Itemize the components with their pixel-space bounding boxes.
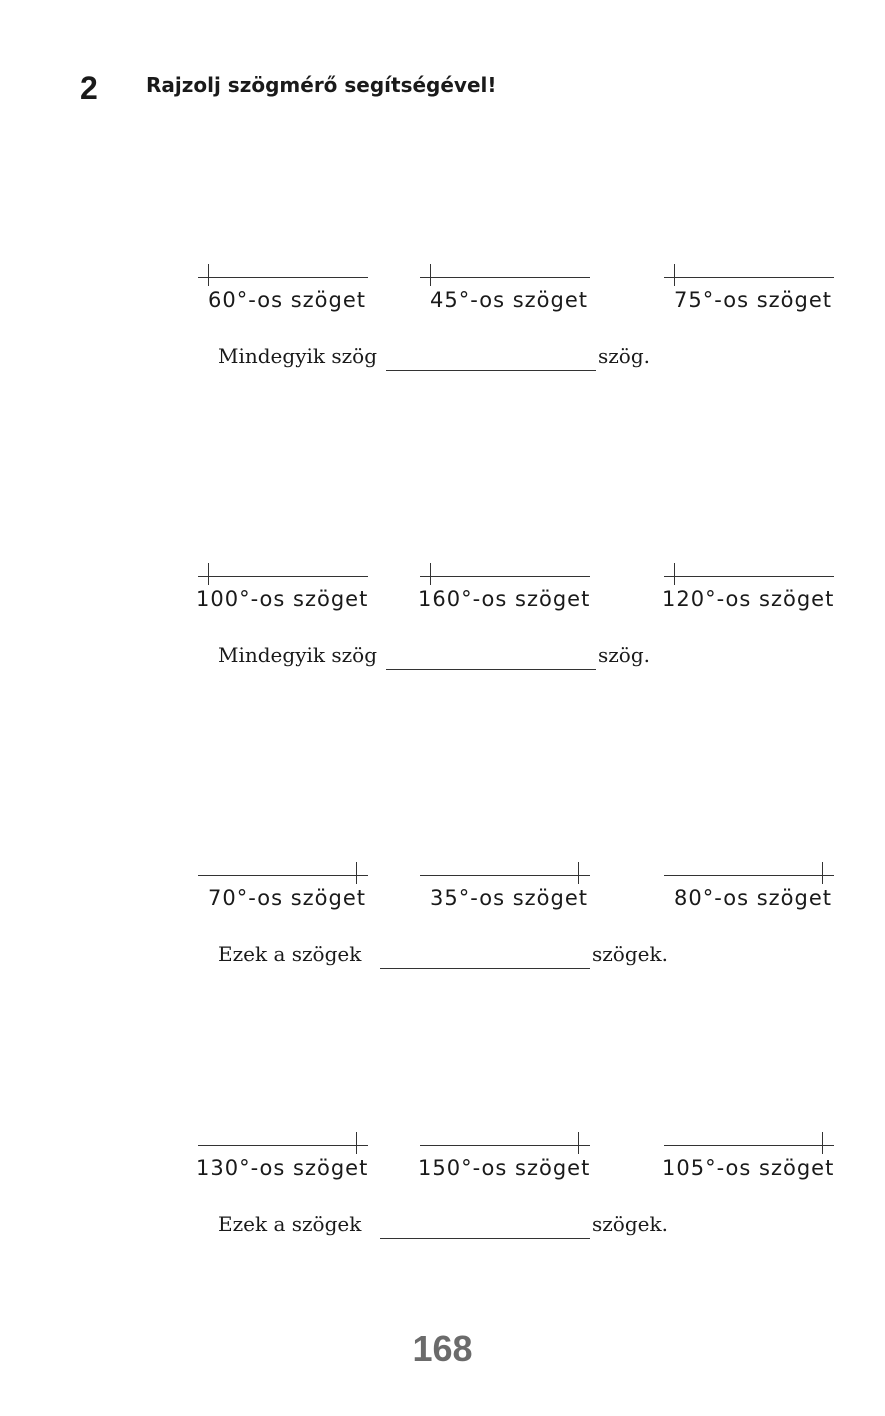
ray-line xyxy=(198,277,368,278)
answer-blank[interactable] xyxy=(386,669,596,670)
ray-line xyxy=(664,277,834,278)
angle-label: 80°-os szöget xyxy=(674,886,832,910)
angle-label: 150°-os szöget xyxy=(418,1156,591,1180)
angle-ray xyxy=(420,262,590,286)
angle-ray xyxy=(664,262,834,286)
angle-label: 60°-os szöget xyxy=(208,288,366,312)
vertex-tick xyxy=(822,862,823,884)
sentence-end: szögek. xyxy=(592,1212,668,1236)
vertex-tick xyxy=(674,563,675,585)
vertex-tick xyxy=(208,264,209,286)
answer-blank[interactable] xyxy=(386,370,596,371)
answer-blank[interactable] xyxy=(380,1238,590,1239)
ray-line xyxy=(420,277,590,278)
vertex-tick xyxy=(674,264,675,286)
angle-label: 70°-os szöget xyxy=(208,886,366,910)
ray-line xyxy=(664,875,834,876)
sentence-start: Mindegyik szög xyxy=(218,344,378,368)
angle-ray xyxy=(420,1130,590,1154)
ray-line xyxy=(664,576,834,577)
ray-line xyxy=(420,576,590,577)
vertex-tick xyxy=(822,1132,823,1154)
angle-label: 130°-os szöget xyxy=(196,1156,369,1180)
answer-blank[interactable] xyxy=(380,968,590,969)
angle-ray xyxy=(198,561,368,585)
vertex-tick xyxy=(578,1132,579,1154)
ray-line xyxy=(198,576,368,577)
angle-ray xyxy=(664,1130,834,1154)
task-instruction: Rajzolj szögmérő segítségével! xyxy=(146,73,497,97)
angle-label: 160°-os szöget xyxy=(418,587,591,611)
vertex-tick xyxy=(578,862,579,884)
angle-label: 100°-os szöget xyxy=(196,587,369,611)
ray-line xyxy=(664,1145,834,1146)
ray-line xyxy=(198,875,368,876)
ray-line xyxy=(198,1145,368,1146)
task-number: 2 xyxy=(80,70,98,106)
angle-ray xyxy=(198,262,368,286)
sentence-end: szögek. xyxy=(592,942,668,966)
angle-ray xyxy=(420,860,590,884)
page-number: 168 xyxy=(412,1328,473,1369)
angle-ray xyxy=(664,860,834,884)
vertex-tick xyxy=(356,1132,357,1154)
ray-line xyxy=(420,875,590,876)
sentence-start: Ezek a szögek xyxy=(218,942,362,966)
angle-label: 75°-os szöget xyxy=(674,288,832,312)
angle-ray xyxy=(198,1130,368,1154)
angle-ray xyxy=(420,561,590,585)
angle-label: 105°-os szöget xyxy=(662,1156,835,1180)
vertex-tick xyxy=(208,563,209,585)
angle-ray xyxy=(198,860,368,884)
angle-label: 45°-os szöget xyxy=(430,288,588,312)
sentence-end: szög. xyxy=(598,344,651,368)
angle-label: 35°-os szöget xyxy=(430,886,588,910)
vertex-tick xyxy=(430,563,431,585)
sentence-end: szög. xyxy=(598,643,651,667)
vertex-tick xyxy=(430,264,431,286)
ray-line xyxy=(420,1145,590,1146)
angle-ray xyxy=(664,561,834,585)
sentence-start: Ezek a szögek xyxy=(218,1212,362,1236)
angle-label: 120°-os szöget xyxy=(662,587,835,611)
sentence-start: Mindegyik szög xyxy=(218,643,378,667)
vertex-tick xyxy=(356,862,357,884)
